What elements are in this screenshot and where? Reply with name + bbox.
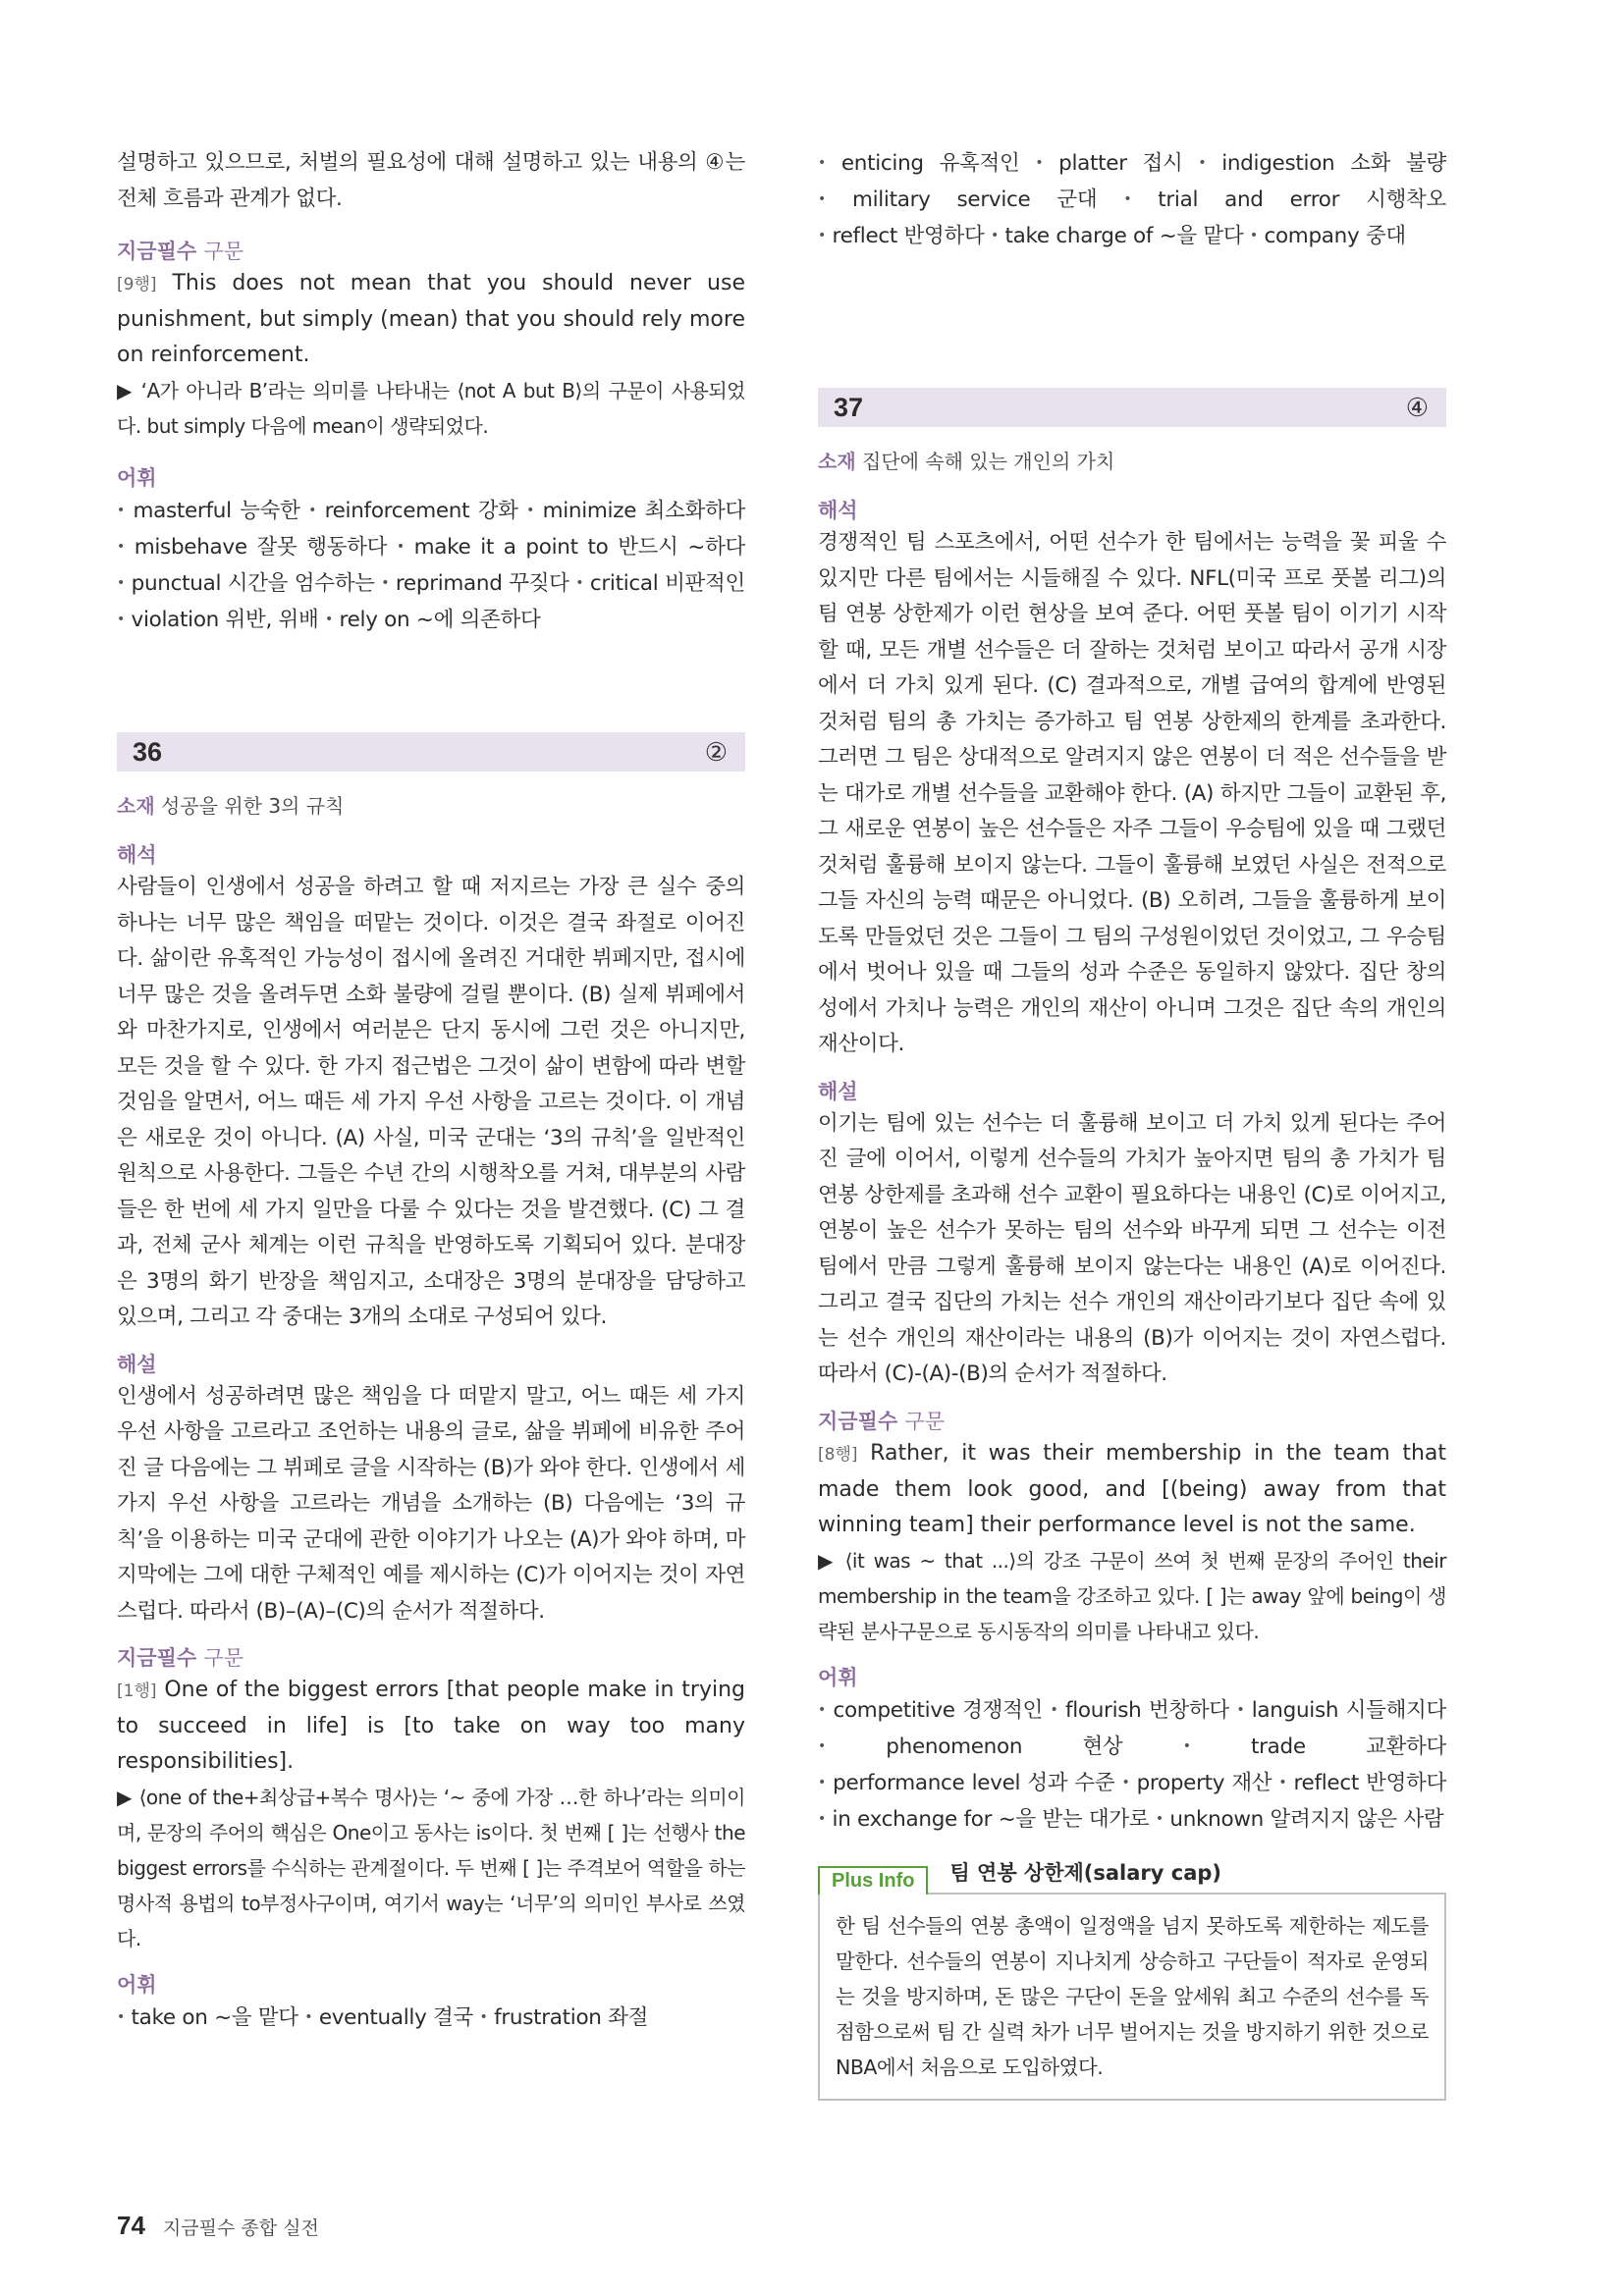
vocab-term: indigestion 소화 불량 bbox=[1221, 151, 1446, 176]
vocab-term: platter 접시 bbox=[1058, 151, 1183, 176]
vocab-item bbox=[991, 224, 1243, 248]
gumun-sentence: One of the biggest errors [that people make in trying to succeed in life] is [to take on way too many responsibilities]. bbox=[117, 1678, 745, 1774]
vocab-item bbox=[818, 1807, 1149, 1832]
bullet-icon: • bbox=[818, 1810, 826, 1827]
vocab-item bbox=[325, 608, 540, 632]
line-tag: [8행] bbox=[818, 1444, 858, 1465]
gumun-label bbox=[818, 1407, 1446, 1436]
haeseol-text: 인생에서 성공하려면 많은 책임을 다 떠맡지 말고, 어느 때든 세 가지 우선 사항을 고르라고 조언하는 내용의 글로, 삶을 뷔페에 비유한 주어진 글 다음에는 그 뷔페로 글을 시작하는 (B)가 와야 한다. 인생에서 세 가지 우선 사항을 고르라는 개념을 소개하는 (B) 다음에는 ‘3의 규칙’을 이용하는 미국 군대에 관한 이야기가 나오는 (A)가 와야 하며, 마지막에는 그에 대한 구체적인 예를 제시하는 (C)가 이어지는 것이 자연스럽다. 따라서 (B)–(A)–(C)의 순서가 적절하다. bbox=[117, 1383, 745, 1624]
sojae-text: 집단에 속해 있는 개인의 가치 bbox=[862, 450, 1115, 473]
vocab-list-continued bbox=[818, 145, 1446, 254]
line-tag: [9행] bbox=[117, 275, 157, 294]
bullet-icon: • bbox=[991, 228, 999, 243]
bullet-icon: • bbox=[526, 503, 535, 518]
plus-info-title: 팀 연봉 상한제(salary cap) bbox=[949, 1860, 1222, 1885]
bullet-icon: • bbox=[479, 2009, 488, 2025]
vocab-term: phenomenon 현상 bbox=[886, 1734, 1123, 1759]
sojae-line bbox=[818, 447, 1446, 476]
vocab-item bbox=[1051, 1698, 1229, 1723]
intro-text: 설명하고 있으므로, 처벌의 필요성에 대해 설명하고 있는 내용의 ④는 전체 흐름과 관계가 없다. bbox=[117, 150, 745, 211]
vocab-term: reflect 반영하다 bbox=[1293, 1770, 1446, 1795]
vocab-item bbox=[1156, 1807, 1443, 1832]
sojae-label: 소재 bbox=[117, 794, 155, 818]
bullet-icon: • bbox=[1236, 1701, 1245, 1718]
bullet-icon: • bbox=[117, 575, 125, 591]
haeseol-label: 해설 bbox=[818, 1079, 858, 1103]
vocab-item bbox=[1183, 1735, 1446, 1759]
vocab-term: flourish 번창하다 bbox=[1064, 1697, 1229, 1723]
bullet-icon: • bbox=[381, 575, 390, 591]
vocab-item bbox=[818, 151, 1019, 176]
gumun-label-sub: 구문 bbox=[904, 1409, 946, 1433]
bullet-icon: • bbox=[308, 503, 317, 518]
gumun-note: ▶ ‘A가 아니라 B’라는 의미를 나타내는 ⟨not A but B⟩의 구문이 사용되었다. but simply 다음에 mean이 생략되었다. bbox=[117, 379, 745, 438]
vocab-term: unknown 알려지지 않은 사람 bbox=[1169, 1806, 1444, 1832]
haeseol-label: 해설 bbox=[117, 1352, 157, 1376]
vocab-term: eventually 결국 bbox=[318, 2005, 473, 2030]
sojae-label: 소재 bbox=[818, 450, 856, 473]
vocab-item bbox=[526, 499, 745, 523]
haeseok-text: 경쟁적인 팀 스포츠에서, 어떤 선수가 한 팀에서는 능력을 꽃 피울 수 있지만 다른 팀에서는 시들해질 수 있다. NFL(미국 프로 풋볼 리그)의 팀 연봉 상한제가 이런 현상을 보여 준다. 어떤 풋볼 팀이 이기기 시작할 때, 모든 개별 선수들은 더 잘하는 것처럼 보이고 따라서 공개 시장에서 더 가치 있게 된다. (C) 결과적으로, 개별 급여의 합계에 반영된 것처럼 팀의 총 가치는 증가하고 팀 연봉 상한제의 한계를 초과한다. 그러면 그 팀은 상대적으로 알려지지 않은 연봉이 더 적은 선수들을 받는 대가로 개별 선수들을 교환해야 한다. (A) 하지만 그들이 교환된 후, 그 새로운 연봉이 높은 선수들은 자주 그들이 우승팀에 있을 때 그랬던 것처럼 훌륭해 보이지 않는다. 그들이 훌륭해 보였던 사실은 전적으로 그들 자신의 능력 때문은 아니었다. (B) 오히려, 그들을 훌륭하게 보이도록 만들었던 것은 그들이 그 팀의 구성원이었던 것이었고, 그 우승팀에서 벗어나 있을 때 그들의 성과 수준은 동일하지 않았다. 집단 창의성에서 가치나 능력은 개인의 재산이 아니며 그것은 집단 속의 개인의 재산이다. bbox=[818, 530, 1446, 1056]
vocab-item bbox=[1198, 151, 1446, 176]
bullet-icon: • bbox=[396, 539, 405, 555]
bullet-icon: • bbox=[117, 2009, 125, 2025]
bullet-icon: • bbox=[818, 1774, 826, 1790]
bullet-icon: • bbox=[1035, 155, 1044, 171]
vocab-item bbox=[117, 608, 318, 632]
plus-info-badge: Plus Info bbox=[818, 1866, 928, 1895]
vocab-term: trial and error 시행착오 bbox=[1158, 187, 1446, 212]
gumun-label-sub: 구문 bbox=[203, 240, 244, 263]
vocab-item bbox=[1123, 187, 1446, 212]
gumun-note: ▶ ⟨one of the+최상급+복수 명사⟩는 ‘~ 중에 가장 …한 하나’라는 의미이며, 문장의 주어의 핵심은 One이고 동사는 is이다. 첫 번째 [ ]는 선행사 the biggest errors를 수식하는 관계절이다. 두 번째 [ ]는 주격보어 역할을 하는 명사적 용법의 to부정사구이며, 여기서 way는 ‘너무’의 의미인 부사로 쓰였다. bbox=[117, 1786, 745, 1950]
vocab-item bbox=[117, 535, 387, 560]
answer-mark: ② bbox=[704, 736, 728, 767]
vocab-item bbox=[480, 2005, 649, 2030]
question-header-36 bbox=[117, 732, 745, 772]
bullet-icon: • bbox=[325, 612, 333, 627]
vocab-term: languish 시들해지다 bbox=[1251, 1697, 1446, 1723]
vocab-term: rely on ~에 의존하다 bbox=[339, 608, 541, 632]
vocab-item bbox=[818, 224, 984, 248]
vocab-term: minimize 최소화하다 bbox=[542, 499, 745, 523]
sojae-text: 성공을 위한 3의 규칙 bbox=[161, 794, 345, 818]
vocab-item bbox=[818, 1735, 1122, 1759]
bullet-icon: • bbox=[1121, 1774, 1130, 1790]
book-title: 지금필수 종합 실전 bbox=[162, 2217, 319, 2239]
answer-mark: ④ bbox=[1405, 392, 1429, 422]
gumun-english bbox=[117, 1673, 745, 1780]
vocab-label: 어휘 bbox=[117, 466, 157, 490]
line-tag: [1행] bbox=[117, 1682, 157, 1701]
vocab-label: 어휘 bbox=[818, 1665, 858, 1689]
vocab-item bbox=[1236, 1698, 1446, 1723]
vocab-term: property 재산 bbox=[1136, 1770, 1272, 1795]
gumun-note: ▶ ⟨it was ~ that ...⟩의 강조 구문이 쓰여 첫 번째 문장의 주어인 their membership in the team을 강조하고 있다. [ ]는 away 앞에 being이 생략된 분사구문으로 동시동작의 의미를 나타내고 있다. bbox=[818, 1548, 1446, 1643]
bullet-icon: • bbox=[1198, 155, 1207, 171]
vocab-term: take charge of ~을 맡다 bbox=[1004, 224, 1244, 248]
gumun-english bbox=[117, 266, 745, 373]
right-column bbox=[818, 145, 1446, 2101]
gumun-english bbox=[818, 1436, 1446, 1543]
bullet-icon: • bbox=[1182, 1737, 1191, 1754]
bullet-icon: • bbox=[304, 2009, 313, 2025]
bullet-icon: • bbox=[818, 228, 826, 243]
haeseok-label: 해석 bbox=[818, 499, 858, 522]
vocab-item bbox=[818, 187, 1097, 212]
gumun-label-main: 지금필수 bbox=[818, 1409, 898, 1433]
vocab-item bbox=[397, 535, 745, 560]
haeseok-label: 해석 bbox=[117, 843, 157, 867]
gumun-label bbox=[117, 237, 745, 266]
plus-info-header bbox=[818, 1857, 1446, 1893]
vocab-term: performance level 성과 수준 bbox=[833, 1770, 1115, 1795]
haeseol-text: 이기는 팀에 있는 선수는 더 훌륭해 보이고 더 가치 있게 된다는 주어진 글에 이어서, 이렇게 선수들의 가치가 높아지면 팀의 총 가치가 팀 연봉 상한제를 초과해 선수 교환이 필요하다는 내용인 (C)로 이어지고, 연봉이 높은 선수가 못하는 팀의 선수와 바꾸게 되면 그 선수는 이전 팀에서 만큼 그렇게 훌륭해 보이지 않는다는 내용인 (A)로 이어진다. 그리고 결국 집단의 가치는 선수 개인의 재산이라기보다 집단 속에 있는 선수 개인의 재산이라는 내용의 (B)가 이어지는 것이 자연스럽다. 따라서 (C)-(A)-(B)의 순서가 적절하다. bbox=[818, 1110, 1446, 1386]
bullet-icon: • bbox=[818, 155, 826, 171]
vocab-term: trade 교환하다 bbox=[1250, 1734, 1446, 1759]
bullet-icon: • bbox=[818, 1737, 826, 1754]
vocab-term: military service 군대 bbox=[851, 187, 1098, 212]
bullet-icon: • bbox=[1123, 191, 1132, 207]
vocab-term: critical 비판적인 bbox=[589, 571, 745, 596]
page-number: 74 bbox=[117, 2211, 145, 2240]
gumun-label-main: 지금필수 bbox=[117, 240, 197, 263]
plus-info-box bbox=[818, 1857, 1446, 2101]
vocab-item bbox=[308, 499, 518, 523]
bullet-icon: • bbox=[117, 503, 125, 518]
vocab-item bbox=[117, 2005, 298, 2030]
vocab-term: enticing 유혹적인 bbox=[840, 151, 1020, 176]
vocab-term: take on ~을 맡다 bbox=[131, 2005, 298, 2030]
gumun-label bbox=[117, 1643, 745, 1673]
bullet-icon: • bbox=[818, 1701, 826, 1718]
vocab-item bbox=[1035, 151, 1182, 176]
vocab-term: reinforcement 강화 bbox=[324, 499, 518, 523]
gumun-sentence: This does not mean that you should never use punishment, but simply (mean) that you should rely more on reinforcement. bbox=[117, 271, 745, 367]
bullet-icon: • bbox=[1249, 228, 1258, 243]
vocab-term: punctual 시간을 엄수하는 bbox=[131, 571, 375, 596]
haeseok-text: 사람들이 인생에서 성공을 하려고 할 때 저지르는 가장 큰 실수 중의 하나는 너무 많은 책임을 떠맡는 것이다. 이것은 결국 좌절로 이어진다. 삶이란 유혹적인 가능성이 접시에 올려진 거대한 뷔페지만, 접시에 너무 많은 것을 올려두면 소화 불량에 걸릴 뿐이다. (B) 실제 뷔페에서와 마찬가지로, 인생에서 여러분은 단지 동시에 그런 것은 아니지만, 모든 것을 할 수 있다. 한 가지 접근법은 그것이 삶이 변함에 따라 변할 것임을 알면서, 어느 때든 세 가지 우선 사항을 고르는 것이다. 이 개념은 새로운 것이 아니다. (A) 사실, 미국 군대는 ‘3의 규칙’을 일반적인 원칙으로 사용한다. 그들은 수년 간의 시행착오를 거쳐, 대부분의 사람들은 한 번에 세 가지 일만을 다룰 수 있다는 것을 발견했다. (C) 그 결과, 전체 군사 체계는 이런 규칙을 반영하도록 기획되어 있다. 분대장은 3명의 화기 반장을 책임지고, 소대장은 3명의 분대장을 담당하고 있으며, 그리고 각 중대는 3개의 소대로 구성되어 있다. bbox=[117, 875, 745, 1329]
vocab-term: masterful 능숙한 bbox=[133, 499, 300, 523]
vocab-item bbox=[575, 571, 745, 596]
page-footer bbox=[117, 2211, 319, 2241]
bullet-icon: • bbox=[1155, 1810, 1164, 1827]
vocab-item bbox=[117, 499, 300, 523]
vocab-term: reprimand 꾸짖다 bbox=[395, 571, 569, 596]
vocab-item bbox=[304, 2005, 473, 2030]
vocab-item bbox=[1278, 1771, 1446, 1795]
vocab-item bbox=[1250, 224, 1406, 248]
vocab-list bbox=[117, 493, 745, 638]
vocab-item bbox=[117, 571, 375, 596]
gumun-label-sub: 구문 bbox=[203, 1646, 244, 1670]
vocab-term: frustration 좌절 bbox=[494, 2005, 649, 2030]
vocab-term: in exchange for ~을 받는 대가로 bbox=[832, 1806, 1150, 1832]
gumun-label-main: 지금필수 bbox=[117, 1646, 197, 1670]
vocab-item bbox=[1121, 1771, 1272, 1795]
vocab-item bbox=[381, 571, 568, 596]
left-column bbox=[117, 145, 745, 2036]
vocab-term: violation 위반, 위배 bbox=[131, 608, 319, 632]
vocab-list bbox=[818, 1692, 1446, 1838]
bullet-icon: • bbox=[117, 539, 125, 555]
bullet-icon: • bbox=[117, 612, 125, 627]
bullet-icon: • bbox=[1278, 1774, 1287, 1790]
bullet-icon: • bbox=[1050, 1701, 1058, 1718]
question-number: 37 bbox=[834, 392, 864, 422]
vocab-term: misbehave 잘못 행동하다 bbox=[134, 535, 388, 560]
vocab-term: competitive 경쟁적인 bbox=[833, 1697, 1044, 1723]
vocab-list bbox=[117, 2000, 745, 2036]
vocab-term: reflect 반영하다 bbox=[832, 224, 985, 248]
question-number: 36 bbox=[133, 736, 163, 767]
bullet-icon: • bbox=[575, 575, 584, 591]
vocab-term: make it a point to 반드시 ~하다 bbox=[413, 535, 746, 560]
question-header-37 bbox=[818, 388, 1446, 427]
vocab-term: company 중대 bbox=[1264, 224, 1406, 248]
vocab-item bbox=[818, 1771, 1114, 1795]
plus-info-text: 한 팀 선수들의 연봉 총액이 일정액을 넘지 못하도록 제한하는 제도를 말한다. 선수들의 연봉이 지나치게 상승하고 구단들이 적자로 운영되는 것을 방지하며, 돈 많은 구단이 돈을 앞세워 최고 수준의 선수를 독점함으로써 팀 간 실력 차가 너무 벌어지는 것을 방지하기 위한 것으로 NBA에서 처음으로 도입하였다. bbox=[818, 1893, 1446, 2101]
gumun-sentence: Rather, it was their membership in the team that made them look good, and [(being) away from that winning team] their performance level is not the same. bbox=[818, 1440, 1446, 1537]
vocab-label: 어휘 bbox=[117, 1973, 157, 1997]
sojae-line bbox=[117, 791, 745, 821]
bullet-icon: • bbox=[818, 191, 826, 207]
vocab-item bbox=[818, 1698, 1043, 1723]
